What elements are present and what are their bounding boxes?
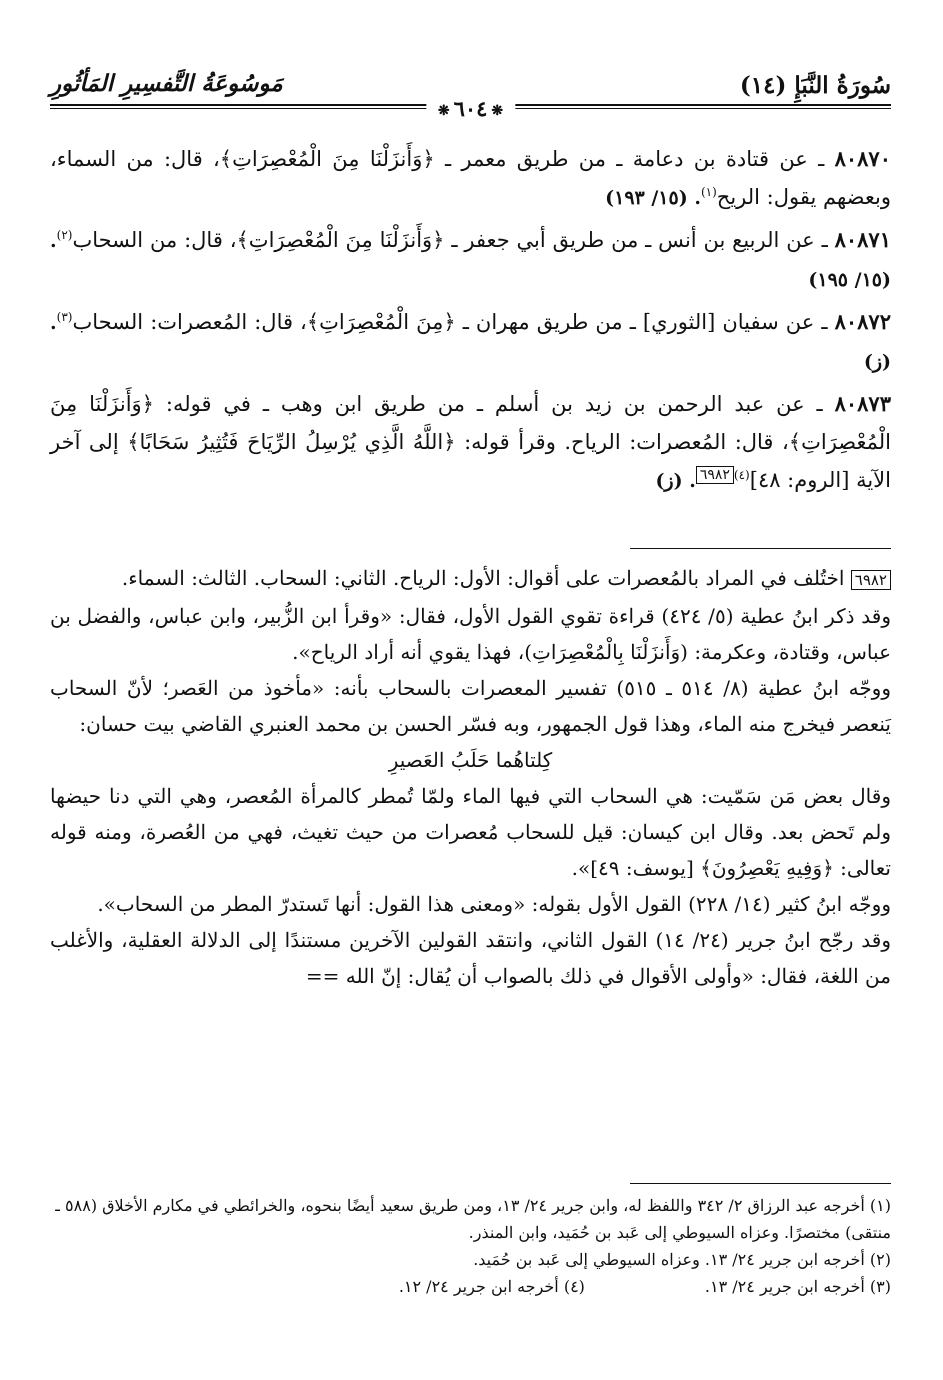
narration-number: ٨٠٨٧٣ <box>834 391 891 416</box>
note-number-box: ٦٩٨٢ <box>851 570 891 590</box>
narration-entry <box>50 221 891 299</box>
note-reference-box[interactable]: ٦٩٨٢ <box>696 466 734 484</box>
narration-source: . (١٥/ ١٩٥) <box>50 230 891 291</box>
narration-source: . (ز) <box>50 312 891 373</box>
footnote-separator <box>630 1183 891 1184</box>
ornament-icon: ❋ <box>491 102 504 119</box>
note-paragraph: وقد ذكر ابنُ عطية (٥/ ٤٢٤) قراءة تقوي القول الأول، فقال: «وقرأ ابن الزُّبير، وابن عباس، والفضل بن عباس، وقتادة، وعكرمة: (وَأَنزَلْنَا بِالْمُعْصِرَاتِ)، فهذا يقوي أنه أراد الرياح». <box>50 604 891 664</box>
footnote: (٤) أخرجه ابن جرير ٢٤/ ١٢. <box>398 1277 585 1296</box>
footnote: (١) أخرجه عبد الرزاق ٢/ ٣٤٢ واللفظ له، وابن جرير ٢٤/ ١٣، ومن طريق سعيد أيضًا بنحوه، والخرائطي في مكارم الأخلاق (٥٨٨ ـ منتقى) مختصرًا. وعزاه السيوطي إلى عَبد بن حُمَيد، وابن المنذر. <box>55 1196 891 1242</box>
narrations <box>50 140 891 504</box>
footnote-marker: (٢) <box>56 228 73 242</box>
footnote-marker: (٤) <box>733 468 750 482</box>
note-separator <box>630 548 891 549</box>
narration-source: . (ز) <box>655 470 696 492</box>
footnote: (٢) أخرجه ابن جرير ٢٤/ ١٣. وعزاه السيوطي إلى عَبد بن حُمَيد. <box>473 1250 891 1269</box>
footnote-marker: (٣) <box>56 310 73 324</box>
poem-verse: كِلتاهُما حَلَبُ العَصيرِ <box>388 748 553 772</box>
note-paragraph: ووجّه ابنُ عطية (٨/ ٥١٤ ـ ٥١٥) تفسير المعصرات بالسحاب بأنه: «مأخوذ من العَصر؛ لأنّ السحاب يَنعصر فيخرج منه الماء، وهذا قول الجمهور، وبه فسّر الحسن بن محمد العنبري القاضي بيت حسان: <box>50 676 892 736</box>
narration-number: ٨٠٨٧٠ <box>834 146 891 171</box>
note-paragraph: ووجّه ابنُ كثير (١٤/ ٢٢٨) القول الأول بقوله: «ومعنى هذا القول: أنها تَستدرّ المطر من السحاب». <box>97 892 891 916</box>
footnote: (٣) أخرجه ابن جرير ٢٤/ ١٣. <box>704 1277 891 1296</box>
narration-text: ـ عن سفيان [الثوري] ـ من طريق مهران ـ ﴿مِنَ الْمُعْصِرَاتِ﴾، قال: المُعصرات: السحاب <box>72 310 828 334</box>
surah-title: سُورَةُ النَّبَإِ (١٤) <box>739 72 891 99</box>
narration-entry <box>50 385 891 500</box>
narration-number: ٨٠٨٧٢ <box>834 309 891 334</box>
commentary-note <box>50 560 891 994</box>
page-number: ٦٠٤ <box>453 96 488 121</box>
narration-entry <box>50 140 891 217</box>
note-paragraph: وقد رجّح ابنُ جرير (٢٤/ ١٤) القول الثاني، وانتقد القولين الآخرين مستندًا إلى الدلالة العقلية، والأغلب من اللغة، فقال: «وأولى الأقوال في ذلك بالصواب أن يُقال: إنّ الله == <box>50 928 891 988</box>
note-text: اختُلف في المراد بالمُعصرات على أقوال: الأول: الرياح. الثاني: السحاب. الثالث: السماء. <box>121 566 845 590</box>
narration-entry <box>50 303 891 381</box>
ornament-icon: ❋ <box>437 102 450 119</box>
footnotes <box>50 1192 891 1300</box>
narration-text: ـ عن قتادة بن دعامة ـ من طريق معمر ـ ﴿وَأَنزَلْنَا مِنَ الْمُعْصِرَاتِ﴾، قال: من السماء، وبعضهم يقول: الريح <box>50 147 891 209</box>
page-number-wrap <box>426 96 515 121</box>
page-header <box>50 62 891 121</box>
note-paragraph: وقال بعض مَن سَمّيت: هي السحاب التي فيها الماء ولمّا تُمطر كالمرأة المُعصر، وهي التي دنا حيضها ولم تَحض بعد. وقال ابن كيسان: قيل للسحاب مُعصرات من حيث تغيث، فهي من العُصرة، ومنه قوله تعالى: ﴿وَفِيهِ يَعْصِرُونَ﴾ [يوسف: ٤٩]». <box>50 784 891 880</box>
narration-number: ٨٠٨٧١ <box>834 227 891 252</box>
note-paragraph <box>50 560 891 598</box>
footnote-row <box>50 1273 891 1300</box>
book-title: مَوسُوعَةُ التَّفسِيرِ المَأثُورِ <box>50 70 283 97</box>
footnote-marker: (١) <box>700 185 717 199</box>
narration-text: ـ عن الربيع بن أنس ـ من طريق أبي جعفر ـ ﴿وَأَنزَلْنَا مِنَ الْمُعْصِرَاتِ﴾، قال: من السحاب <box>72 228 828 252</box>
narration-source: . (١٥/ ١٩٣) <box>605 187 701 209</box>
narration-text: ـ عن عبد الرحمن بن زيد بن أسلم ـ من طريق ابن وهب ـ في قوله: ﴿وَأَنزَلْنَا مِنَ الْمُعْصِرَاتِ﴾، قال: المُعصرات: الرياح. وقرأ قوله: ﴿اللَّهُ الَّذِي يُرْسِلُ الرِّيَاحَ فَتُثِيرُ سَحَابًا﴾ إلى آخر الآية [الروم: ٤٨] <box>50 392 891 492</box>
